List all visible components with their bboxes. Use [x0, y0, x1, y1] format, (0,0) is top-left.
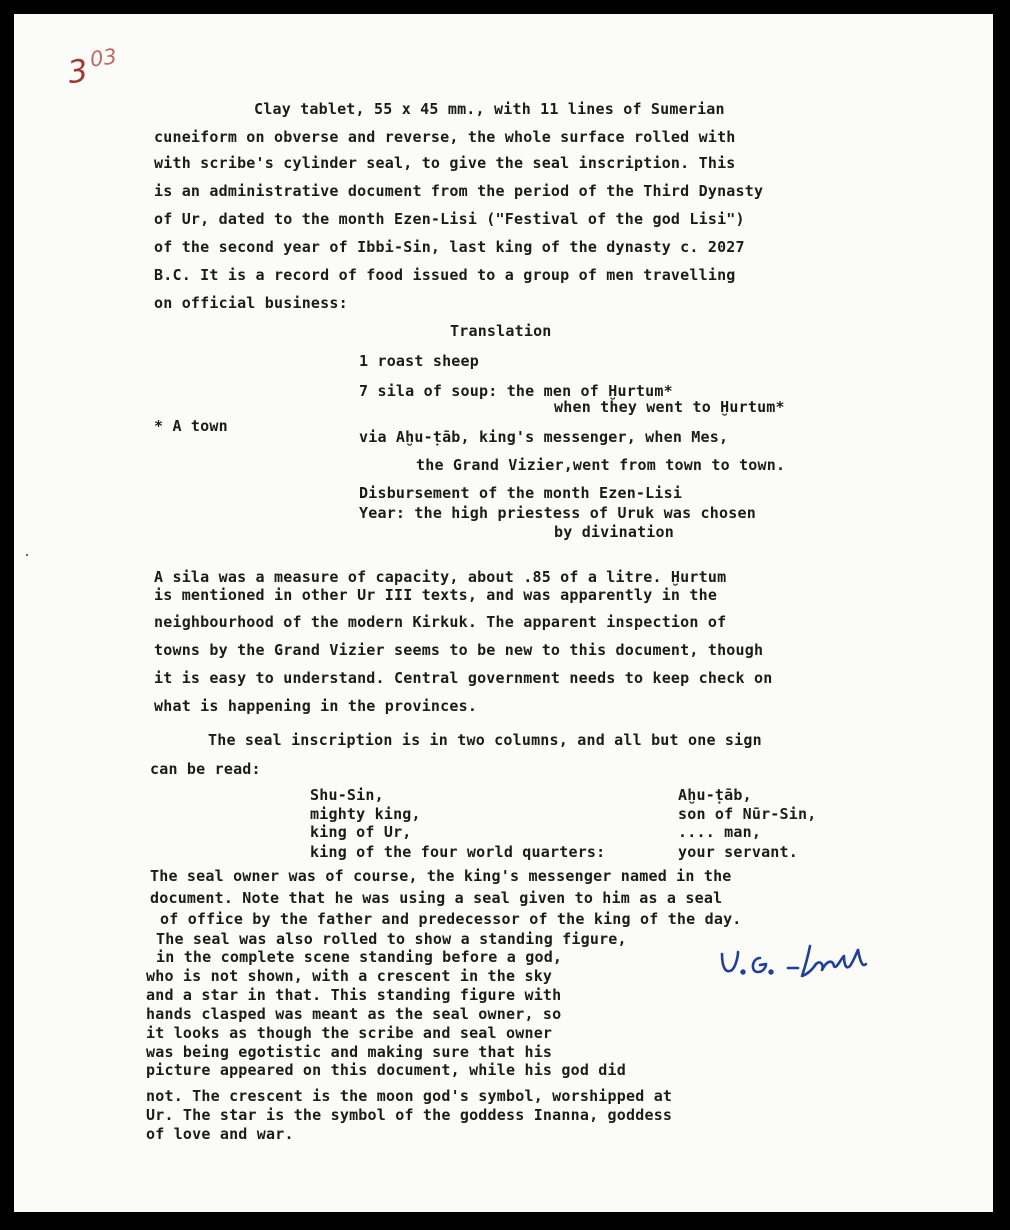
- closing-line: who is not shown, with a crescent in the sky: [146, 967, 553, 985]
- intro-line: cuneiform on obverse and reverse, the whole surface rolled with: [154, 128, 736, 146]
- translation-line: Disbursement of the month Ezen-Lisi: [359, 484, 683, 502]
- intro-line: of the second year of Ibbi-Sin, last king of the dynasty c. 2027: [154, 238, 745, 256]
- closing-line: Ur. The star is the symbol of the goddess Inanna, goddess: [146, 1106, 673, 1124]
- translation-heading: Translation: [450, 322, 552, 340]
- footnote: * A town: [154, 417, 228, 435]
- seal-column-2-line: Aḫu-ṭāb,: [678, 786, 752, 804]
- intro-line: with scribe's cylinder seal, to give the seal inscription. This: [154, 154, 736, 172]
- seal-column-1-line: king of Ur,: [310, 823, 412, 841]
- closing-line: of love and war.: [146, 1125, 294, 1143]
- seal-column-2-line: .... man,: [678, 823, 762, 841]
- translation-line: Year: the high priestess of Uruk was chosen: [359, 504, 756, 522]
- closing-line: not. The crescent is the moon god's symbol, worshipped at: [146, 1087, 673, 1105]
- closing-line: The seal was also rolled to show a standing figure,: [156, 930, 627, 948]
- folio-number-overwrite: 03: [88, 44, 119, 72]
- closing-line: it looks as though the scribe and seal owner: [146, 1024, 553, 1042]
- translation-line: 7 sila of soup: the men of Ḫurtum*: [359, 382, 673, 400]
- seal-column-1-line: mighty king,: [310, 805, 421, 823]
- commentary-line: neighbourhood of the modern Kirkuk. The apparent inspection of: [154, 613, 727, 631]
- closing-line: The seal owner was of course, the king's messenger named in the: [150, 867, 732, 885]
- closing-line: hands clasped was meant as the seal owner, so: [146, 1005, 562, 1023]
- closing-line: document. Note that he was using a seal given to him as a seal: [150, 889, 723, 907]
- seal-column-1-line: king of the four world quarters:: [310, 843, 606, 861]
- commentary-line: it is easy to understand. Central government needs to keep check on: [154, 669, 773, 687]
- handwritten-signature: [716, 940, 876, 990]
- intro-line: B.C. It is a record of food issued to a group of men travelling: [154, 266, 736, 284]
- page-speck: [26, 554, 28, 556]
- translation-line: via Aḫu-ṭāb, king's messenger, when Mes,: [359, 428, 729, 446]
- translation-line: when they went to Ḫurtum*: [554, 398, 785, 416]
- closing-line: in the complete scene standing before a god,: [156, 948, 563, 966]
- closing-line: and a star in that. This standing figure with: [146, 986, 562, 1004]
- seal-column-2-line: your servant.: [678, 843, 798, 861]
- closing-line: of office by the father and predecessor of the king of the day.: [160, 910, 742, 928]
- intro-line: of Ur, dated to the month Ezen-Lisi ("Festival of the god Lisi"): [154, 210, 745, 228]
- seal-intro-line: can be read:: [150, 760, 261, 778]
- intro-line: on official business:: [154, 294, 348, 312]
- commentary-line: A sila was a measure of capacity, about .85 of a litre. Ḫurtum: [154, 568, 727, 586]
- translation-line: the Grand Vizier,went from town to town.: [416, 456, 786, 474]
- seal-intro-line: The seal inscription is in two columns, and all but one sign: [208, 731, 762, 749]
- closing-line: was being egotistic and making sure that his: [146, 1043, 553, 1061]
- commentary-line: what is happening in the provinces.: [154, 697, 478, 715]
- folio-number: 3: [65, 52, 91, 92]
- seal-column-2-line: son of Nūr-Sin,: [678, 805, 817, 823]
- document-page: [14, 14, 993, 1212]
- closing-line: picture appeared on this document, while his god did: [146, 1061, 626, 1079]
- seal-column-1-line: Shu-Sin,: [310, 786, 384, 804]
- commentary-line: towns by the Grand Vizier seems to be new to this document, though: [154, 641, 764, 659]
- commentary-line: is mentioned in other Ur III texts, and was apparently in the: [154, 586, 718, 604]
- intro-line: Clay tablet, 55 x 45 mm., with 11 lines of Sumerian: [254, 100, 725, 118]
- translation-line: 1 roast sheep: [359, 352, 479, 370]
- translation-line: by divination: [554, 523, 674, 541]
- intro-line: is an administrative document from the period of the Third Dynasty: [154, 182, 764, 200]
